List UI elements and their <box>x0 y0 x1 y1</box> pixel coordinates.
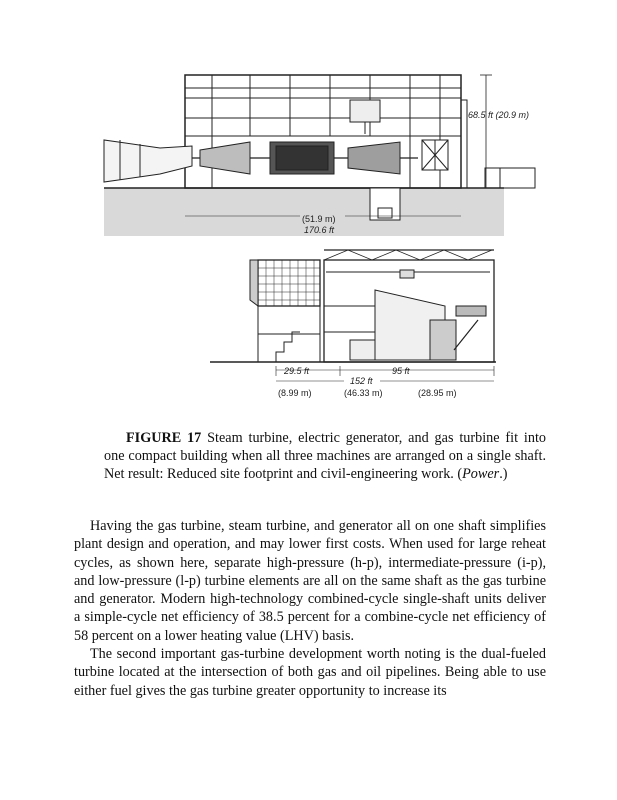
end-section-drawing <box>210 250 496 381</box>
lower-total-metric-label: (46.33 m) <box>344 388 383 398</box>
upper-length-metric-label: (51.9 m) <box>302 214 336 224</box>
plant-layout-drawing <box>100 70 560 410</box>
side-elevation-drawing <box>104 75 535 236</box>
figure-caption <box>104 429 546 484</box>
caption-end: .) <box>499 466 508 483</box>
upper-length-feet-label: 170.6 ft <box>304 225 335 235</box>
height-dimension-label: 68.5 ft (20.9 m) <box>468 110 530 120</box>
lower-total-feet-label: 152 ft <box>350 376 373 386</box>
lower-dim-1-feet-label: 29.5 ft <box>284 366 310 376</box>
caption-source: Power <box>462 466 500 483</box>
lower-dim-1-metric-label: (8.99 m) <box>278 388 312 398</box>
paragraph: The second important gas-turbine development worth noting is the dual-fueled turbine located at the intersection of both gas and oil pipelines. Being able to use either fuel gives the gas turbine greater opportunity to increase its <box>74 646 546 699</box>
caption-text: Steam turbine, electric generator, and gas turbine fit into one compact building when all three machines are arranged on a single shaft. Net result: Reduced site footprint and civil-engineering work. ( <box>104 430 546 483</box>
lower-dim-2-metric-label: (28.95 m) <box>418 388 457 398</box>
body-text <box>74 517 546 700</box>
lower-dim-2-feet-label: 95 ft <box>392 366 410 376</box>
figure-label: FIGURE 17 <box>126 430 202 446</box>
plant-layout-figure <box>100 70 560 410</box>
paragraph: Having the gas turbine, steam turbine, and generator all on one shaft simplifies plant design and operation, and may lower first costs. When used for large reheat cycles, as shown here, separate high-pressure (h-p), intermediate-pressure (i-p), and low-pressure (l-p) turbine elements are all on the same shaft as the gas turbine and generator. Modern high-technology combined-cycle single-shaft units deliver a simple-cycle net efficiency of 38.5 percent for a combine-cycle net efficiency of 58 percent on a lower heating value (LHV) basis. <box>74 518 546 644</box>
